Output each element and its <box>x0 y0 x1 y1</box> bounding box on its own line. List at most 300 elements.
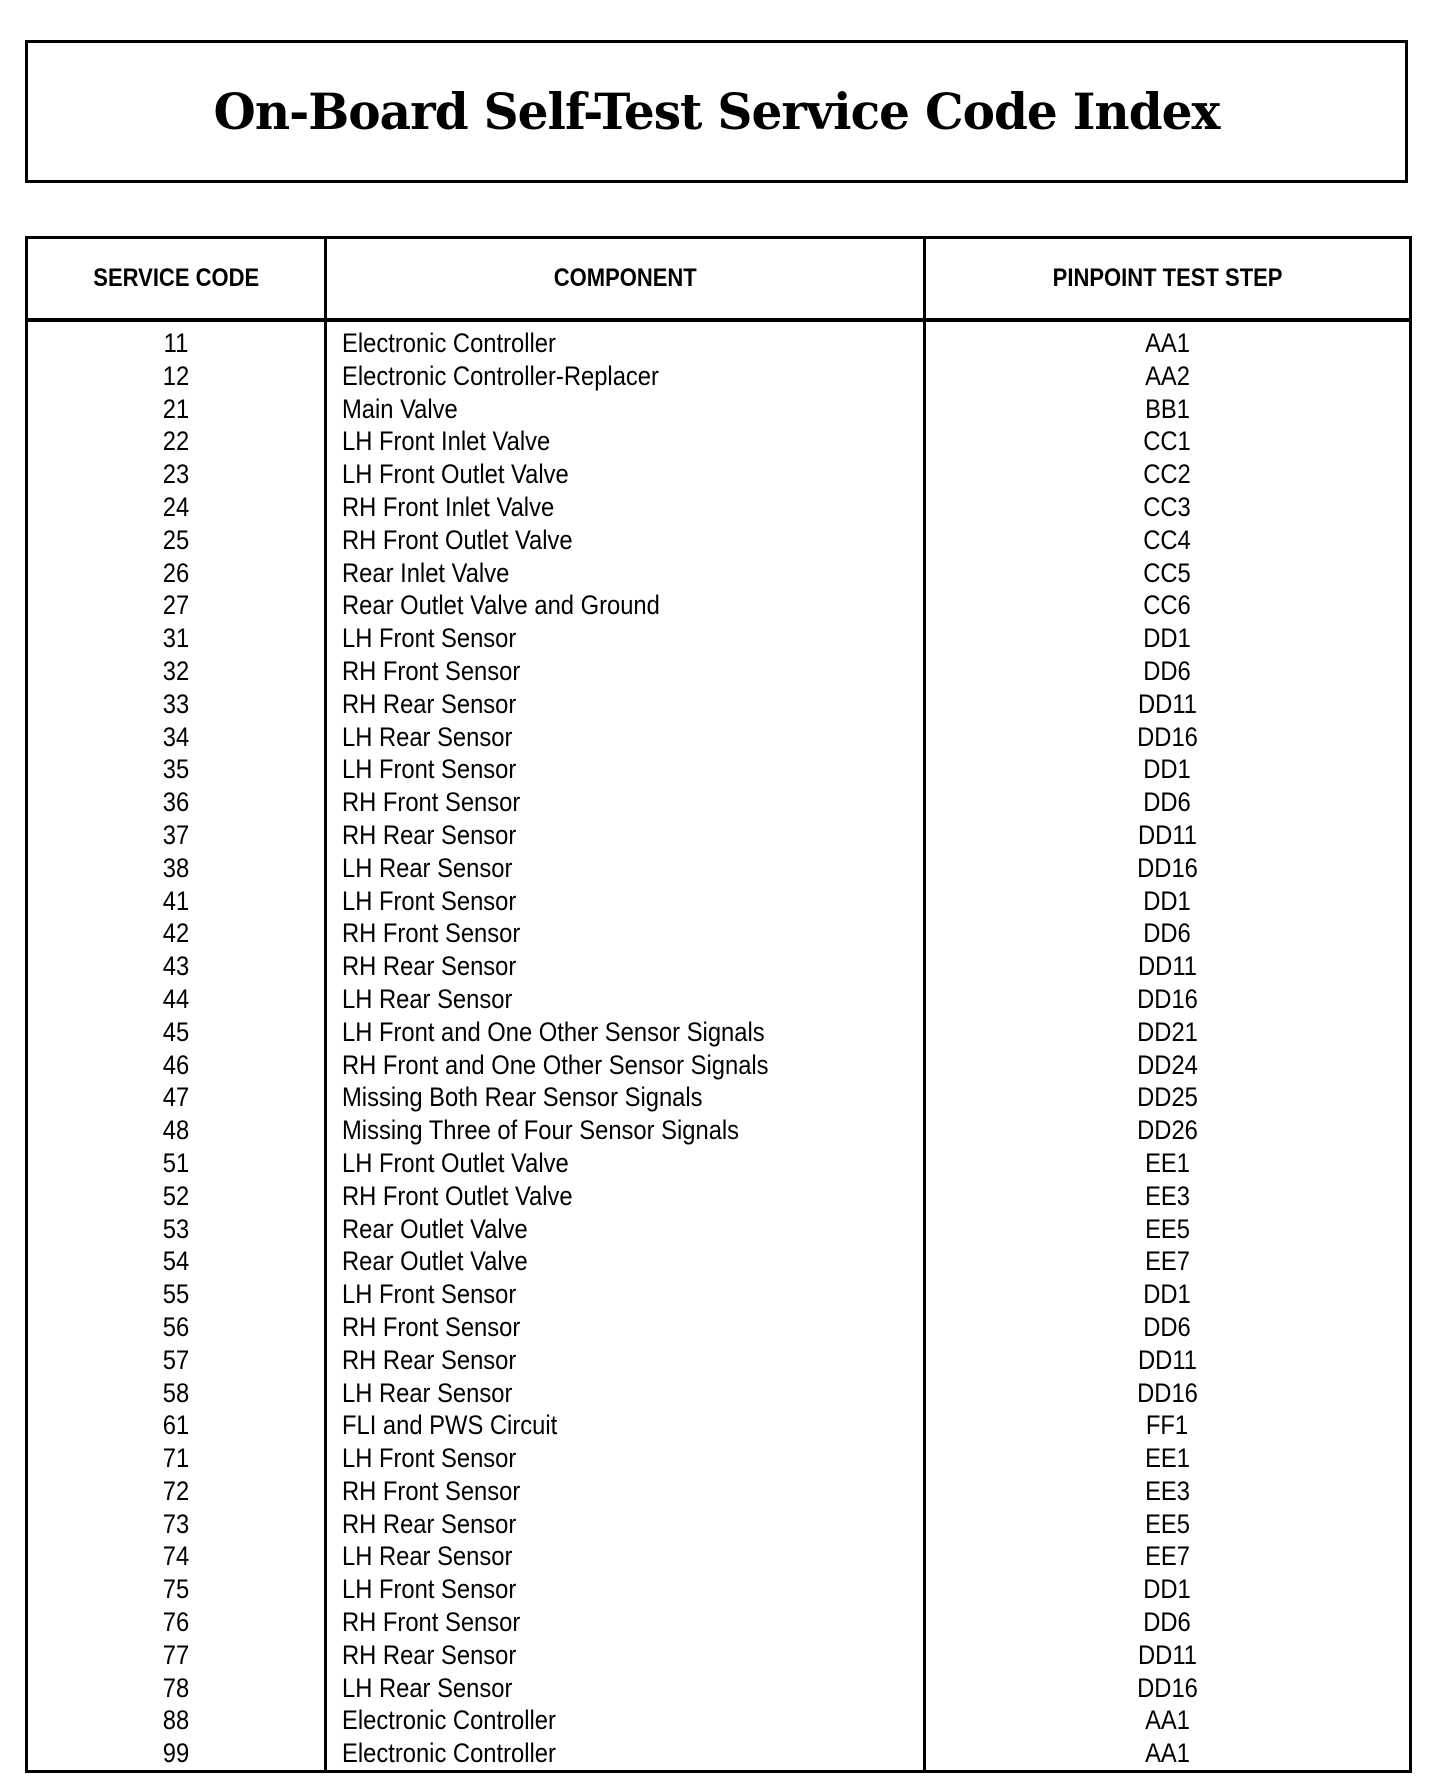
service-code-cell <box>28 1442 324 1475</box>
service-code-cell-text: 24 <box>162 491 190 522</box>
service-code-cell <box>28 1639 324 1672</box>
service-code-cell <box>28 589 324 622</box>
component-cell <box>342 458 600 491</box>
table-row <box>28 393 1409 426</box>
table-row <box>28 524 1409 557</box>
service-code-cell <box>28 983 324 1016</box>
header-label: SERVICE CODE <box>93 264 259 292</box>
pinpoint-step-cell <box>926 1311 1409 1344</box>
pinpoint-step-cell <box>926 524 1409 557</box>
pinpoint-step-cell <box>926 393 1409 426</box>
table-row <box>28 1278 1409 1311</box>
service-code-cell-text: 21 <box>162 393 190 424</box>
service-code-cell-text: 73 <box>162 1508 190 1539</box>
table-row <box>28 1081 1409 1114</box>
service-code-cell-text: 41 <box>162 885 190 916</box>
component-cell <box>342 589 703 622</box>
pinpoint-step-cell-text: CC5 <box>1143 557 1192 588</box>
table-row <box>28 622 1409 655</box>
service-code-cell-text: 57 <box>162 1344 190 1375</box>
component-cell <box>342 1409 587 1442</box>
table-row <box>28 1639 1409 1672</box>
component-cell-text: Electronic Controller <box>342 1705 556 1736</box>
pinpoint-step-cell-text: DD26 <box>1137 1115 1198 1146</box>
header-divider <box>28 318 1409 322</box>
component-cell <box>342 1508 540 1541</box>
service-code-cell <box>28 1049 324 1082</box>
table-row <box>28 885 1409 918</box>
component-cell-text: LH Front Sensor <box>342 1279 517 1310</box>
service-code-cell-text: 37 <box>162 819 190 850</box>
pinpoint-step-cell-text: EE7 <box>1145 1246 1190 1277</box>
pinpoint-step-cell-text: CC1 <box>1143 426 1192 457</box>
table-row <box>28 491 1409 524</box>
component-cell <box>342 491 583 524</box>
pinpoint-step-cell <box>926 1606 1409 1639</box>
pinpoint-step-cell-text: DD16 <box>1137 721 1198 752</box>
component-cell <box>342 1311 545 1344</box>
component-cell <box>342 327 585 360</box>
component-cell-text: Rear Outlet Valve <box>342 1246 528 1277</box>
service-code-cell-text: 55 <box>162 1279 190 1310</box>
table-row <box>28 1606 1409 1639</box>
pinpoint-step-cell-text: DD11 <box>1138 819 1197 850</box>
component-cell <box>342 393 474 426</box>
pinpoint-step-cell-text: EE1 <box>1145 1443 1190 1474</box>
component-cell <box>342 1016 822 1049</box>
table-row <box>28 458 1409 491</box>
table-row <box>28 1508 1409 1541</box>
service-code-cell <box>28 1377 324 1410</box>
component-cell-text: RH Rear Sensor <box>342 819 517 850</box>
component-cell-text: LH Rear Sensor <box>342 1377 513 1408</box>
table-row <box>28 786 1409 819</box>
service-code-cell <box>28 1737 324 1770</box>
service-code-cell <box>28 1114 324 1147</box>
component-cell <box>342 1672 536 1705</box>
pinpoint-step-cell <box>926 1114 1409 1147</box>
pinpoint-step-cell-text: DD1 <box>1143 885 1192 916</box>
table-row <box>28 688 1409 721</box>
component-cell <box>342 1081 752 1114</box>
component-cell <box>342 1344 540 1377</box>
pinpoint-step-cell-text: CC6 <box>1143 590 1192 621</box>
service-code-cell <box>28 1081 324 1114</box>
pinpoint-step-cell-text: DD6 <box>1143 1607 1192 1638</box>
service-code-cell-text: 31 <box>162 623 190 654</box>
component-cell <box>342 1245 553 1278</box>
table-row <box>28 1114 1409 1147</box>
component-cell-text: Electronic Controller-Replacer <box>342 360 659 391</box>
pinpoint-step-cell <box>926 1409 1409 1442</box>
pinpoint-step-cell <box>926 917 1409 950</box>
pinpoint-step-cell-text: CC4 <box>1143 524 1192 555</box>
pinpoint-step-cell <box>926 688 1409 721</box>
service-code-cell-text: 33 <box>162 688 190 719</box>
component-cell-text: Rear Outlet Valve and Ground <box>342 590 660 621</box>
service-code-cell-text: 46 <box>162 1049 190 1080</box>
component-cell-text: RH Rear Sensor <box>342 1508 517 1539</box>
table-row <box>28 557 1409 590</box>
component-cell-text: RH Front and One Other Sensor Signals <box>342 1049 769 1080</box>
pinpoint-step-cell-text: DD6 <box>1143 787 1192 818</box>
service-code-cell <box>28 1672 324 1705</box>
component-cell <box>342 950 540 983</box>
component-cell-text: LH Rear Sensor <box>342 721 513 752</box>
service-code-cell-text: 36 <box>162 787 190 818</box>
pinpoint-step-cell-text: AA1 <box>1145 1738 1190 1769</box>
service-code-cell-text: 53 <box>162 1213 190 1244</box>
service-code-cell <box>28 1147 324 1180</box>
table-row <box>28 1737 1409 1770</box>
component-cell-text: LH Rear Sensor <box>342 852 513 883</box>
pinpoint-step-cell-text: AA1 <box>1145 328 1190 358</box>
table-row <box>28 1409 1409 1442</box>
service-code-cell-text: 54 <box>162 1246 190 1277</box>
service-code-cell-text: 76 <box>162 1607 190 1638</box>
pinpoint-step-cell <box>926 753 1409 786</box>
pinpoint-step-cell <box>926 458 1409 491</box>
component-cell-text: Main Valve <box>342 393 458 424</box>
service-code-cell <box>28 1409 324 1442</box>
header-service-code <box>28 239 324 318</box>
pinpoint-step-cell-text: DD16 <box>1137 1672 1198 1703</box>
title-box <box>25 40 1408 183</box>
service-code-cell <box>28 524 324 557</box>
component-cell-text: LH Rear Sensor <box>342 1541 513 1572</box>
pinpoint-step-cell <box>926 1245 1409 1278</box>
table-row <box>28 1672 1409 1705</box>
pinpoint-step-cell <box>926 1737 1409 1770</box>
service-code-cell-text: 27 <box>162 590 190 621</box>
component-cell <box>342 1180 604 1213</box>
service-code-cell-text: 35 <box>162 754 190 785</box>
pinpoint-step-cell-text: DD6 <box>1143 655 1192 686</box>
service-code-cell <box>28 1606 324 1639</box>
pinpoint-step-cell-text: DD21 <box>1137 1016 1198 1047</box>
component-cell-text: RH Front Sensor <box>342 1475 521 1506</box>
pinpoint-step-cell-text: EE5 <box>1145 1508 1190 1539</box>
table-row <box>28 327 1409 360</box>
component-cell <box>342 1573 540 1606</box>
service-code-cell <box>28 1540 324 1573</box>
table-row <box>28 1213 1409 1246</box>
table-row <box>28 852 1409 885</box>
service-code-cell <box>28 786 324 819</box>
pinpoint-step-cell <box>926 1147 1409 1180</box>
pinpoint-step-cell-text: DD16 <box>1137 852 1198 883</box>
pinpoint-step-cell-text: EE3 <box>1145 1180 1190 1211</box>
table-row <box>28 1377 1409 1410</box>
service-code-cell <box>28 1278 324 1311</box>
component-cell <box>342 819 540 852</box>
service-code-cell-text: 22 <box>162 426 190 457</box>
table-body <box>28 327 1409 1770</box>
service-code-cell <box>28 1573 324 1606</box>
table-row <box>28 1180 1409 1213</box>
pinpoint-step-cell-text: DD11 <box>1138 688 1197 719</box>
table-row <box>28 917 1409 950</box>
pinpoint-step-cell-text: EE1 <box>1145 1147 1190 1178</box>
service-code-cell-text: 12 <box>162 360 190 391</box>
service-code-cell-text: 58 <box>162 1377 190 1408</box>
service-code-cell-text: 75 <box>162 1574 190 1605</box>
service-code-cell-text: 88 <box>162 1705 190 1736</box>
component-cell-text: LH Front and One Other Sensor Signals <box>342 1016 765 1047</box>
pinpoint-step-cell-text: AA2 <box>1145 360 1190 391</box>
service-code-cell <box>28 622 324 655</box>
table-row <box>28 1540 1409 1573</box>
service-code-cell <box>28 950 324 983</box>
component-cell-text: RH Front Inlet Valve <box>342 491 555 522</box>
component-cell-text: RH Rear Sensor <box>342 1639 517 1670</box>
table-row <box>28 950 1409 983</box>
service-code-cell <box>28 557 324 590</box>
pinpoint-step-cell-text: DD1 <box>1143 754 1192 785</box>
table-row <box>28 1573 1409 1606</box>
pinpoint-step-cell-text: DD16 <box>1137 983 1198 1014</box>
component-cell <box>342 622 540 655</box>
component-cell-text: RH Rear Sensor <box>342 1344 517 1375</box>
pinpoint-step-cell-text: CC2 <box>1143 459 1192 490</box>
component-cell-text: FLI and PWS Circuit <box>342 1410 558 1441</box>
component-cell <box>342 1639 540 1672</box>
component-cell <box>342 983 536 1016</box>
service-code-cell-text: 45 <box>162 1016 190 1047</box>
service-code-cell <box>28 917 324 950</box>
service-code-cell-text: 51 <box>162 1147 190 1178</box>
component-cell-text: RH Front Outlet Valve <box>342 1180 573 1211</box>
component-cell-text: LH Front Inlet Valve <box>342 426 551 457</box>
pinpoint-step-cell-text: DD1 <box>1143 1574 1192 1605</box>
component-cell <box>342 852 536 885</box>
service-code-cell <box>28 721 324 754</box>
service-code-cell <box>28 1180 324 1213</box>
pinpoint-step-cell <box>926 1704 1409 1737</box>
service-code-cell <box>28 327 324 360</box>
service-code-cell-text: 56 <box>162 1311 190 1342</box>
pinpoint-step-cell-text: DD6 <box>1143 1311 1192 1342</box>
pinpoint-step-cell-text: DD11 <box>1138 951 1197 982</box>
component-cell <box>342 1377 536 1410</box>
component-cell-text: Rear Inlet Valve <box>342 557 510 588</box>
table-row <box>28 1311 1409 1344</box>
table-row <box>28 655 1409 688</box>
pinpoint-step-cell <box>926 589 1409 622</box>
component-cell <box>342 1704 585 1737</box>
component-cell-text: Missing Both Rear Sensor Signals <box>342 1082 703 1113</box>
service-code-cell-text: 47 <box>162 1082 190 1113</box>
service-code-cell <box>28 458 324 491</box>
component-cell <box>342 721 536 754</box>
service-code-cell-text: 72 <box>162 1475 190 1506</box>
pinpoint-step-cell <box>926 491 1409 524</box>
table-row <box>28 721 1409 754</box>
component-cell <box>342 753 540 786</box>
component-cell-text: RH Front Sensor <box>342 787 521 818</box>
header-component <box>327 239 923 318</box>
pinpoint-step-cell <box>926 1213 1409 1246</box>
service-code-cell <box>28 819 324 852</box>
component-cell-text: RH Front Sensor <box>342 1607 521 1638</box>
table-row <box>28 1016 1409 1049</box>
component-cell <box>342 655 545 688</box>
component-cell <box>342 557 532 590</box>
pinpoint-step-cell-text: DD11 <box>1138 1344 1197 1375</box>
pinpoint-step-cell <box>926 1540 1409 1573</box>
pinpoint-step-cell-text: EE3 <box>1145 1475 1190 1506</box>
component-cell <box>342 885 540 918</box>
service-code-cell-text: 48 <box>162 1115 190 1146</box>
component-cell-text: LH Rear Sensor <box>342 1672 513 1703</box>
pinpoint-step-cell <box>926 1475 1409 1508</box>
pinpoint-step-cell-text: CC3 <box>1143 491 1192 522</box>
service-code-cell-text: 78 <box>162 1672 190 1703</box>
table-row <box>28 1704 1409 1737</box>
component-cell <box>342 1114 793 1147</box>
pinpoint-step-cell <box>926 1377 1409 1410</box>
component-cell <box>342 1475 545 1508</box>
component-cell-text: LH Front Outlet Valve <box>342 459 569 490</box>
pinpoint-step-cell <box>926 1344 1409 1377</box>
component-cell-text: Missing Three of Four Sensor Signals <box>342 1115 740 1146</box>
component-cell <box>342 1147 600 1180</box>
service-code-cell <box>28 393 324 426</box>
pinpoint-step-cell <box>926 852 1409 885</box>
service-code-cell-text: 44 <box>162 983 190 1014</box>
component-cell-text: RH Front Sensor <box>342 655 521 686</box>
component-cell-text: RH Rear Sensor <box>342 951 517 982</box>
pinpoint-step-cell-text: DD24 <box>1137 1049 1198 1080</box>
service-code-cell-text: 43 <box>162 951 190 982</box>
pinpoint-step-cell <box>926 1672 1409 1705</box>
component-cell-text: RH Front Outlet Valve <box>342 524 573 555</box>
service-code-cell <box>28 360 324 393</box>
service-code-cell-text: 26 <box>162 557 190 588</box>
table-row <box>28 1245 1409 1278</box>
component-cell <box>342 360 702 393</box>
service-code-cell <box>28 655 324 688</box>
service-code-table <box>25 236 1412 1773</box>
service-code-cell-text: 34 <box>162 721 190 752</box>
table-row <box>28 425 1409 458</box>
pinpoint-step-cell-text: AA1 <box>1145 1705 1190 1736</box>
service-code-cell-text: 42 <box>162 918 190 949</box>
component-cell <box>342 688 540 721</box>
pinpoint-step-cell <box>926 1016 1409 1049</box>
service-code-cell <box>28 852 324 885</box>
component-cell <box>342 786 545 819</box>
pinpoint-step-cell <box>926 425 1409 458</box>
service-code-cell-text: 25 <box>162 524 190 555</box>
service-code-cell <box>28 491 324 524</box>
component-cell-text: LH Front Sensor <box>342 885 517 916</box>
component-cell <box>342 1606 545 1639</box>
pinpoint-step-cell <box>926 1180 1409 1213</box>
pinpoint-step-cell <box>926 1442 1409 1475</box>
pinpoint-step-cell-text: DD1 <box>1143 1279 1192 1310</box>
pinpoint-step-cell-text: DD25 <box>1137 1082 1198 1113</box>
pinpoint-step-cell-text: BB1 <box>1145 393 1190 424</box>
component-cell <box>342 1540 536 1573</box>
table-row <box>28 1442 1409 1475</box>
service-code-cell <box>28 1016 324 1049</box>
pinpoint-step-cell-text: DD11 <box>1138 1639 1197 1670</box>
header-label: COMPONENT <box>553 264 697 292</box>
service-code-cell <box>28 1213 324 1246</box>
component-cell-text: LH Front Sensor <box>342 1574 517 1605</box>
pinpoint-step-cell <box>926 950 1409 983</box>
service-code-cell <box>28 1475 324 1508</box>
pinpoint-step-cell-text: DD16 <box>1137 1377 1198 1408</box>
table-row <box>28 1147 1409 1180</box>
service-code-cell <box>28 688 324 721</box>
component-cell-text: Electronic Controller <box>342 1738 556 1769</box>
service-code-cell <box>28 1704 324 1737</box>
pinpoint-step-cell <box>926 1508 1409 1541</box>
table-row <box>28 983 1409 1016</box>
component-cell <box>342 1442 540 1475</box>
component-cell-text: LH Front Outlet Valve <box>342 1147 569 1178</box>
table-row <box>28 819 1409 852</box>
component-cell-text: RH Front Sensor <box>342 918 521 949</box>
pinpoint-step-cell <box>926 721 1409 754</box>
pinpoint-step-cell <box>926 786 1409 819</box>
service-code-cell <box>28 1245 324 1278</box>
service-code-cell-text: 11 <box>163 328 189 358</box>
component-cell <box>342 524 604 557</box>
service-code-cell <box>28 885 324 918</box>
component-cell <box>342 1737 585 1770</box>
component-cell-text: LH Front Sensor <box>342 1443 517 1474</box>
component-cell <box>342 425 579 458</box>
pinpoint-step-cell <box>926 819 1409 852</box>
header-label: PINPOINT TEST STEP <box>1052 264 1283 292</box>
pinpoint-step-cell <box>926 1081 1409 1114</box>
component-cell <box>342 917 545 950</box>
table-row <box>28 753 1409 786</box>
pinpoint-step-cell-text: FF1 <box>1146 1410 1189 1441</box>
service-code-cell-text: 38 <box>162 852 190 883</box>
service-code-cell <box>28 1311 324 1344</box>
service-code-cell <box>28 1344 324 1377</box>
pinpoint-step-cell <box>926 1639 1409 1672</box>
pinpoint-step-cell-text: EE7 <box>1145 1541 1190 1572</box>
component-cell-text: LH Front Sensor <box>342 754 517 785</box>
service-code-cell-text: 74 <box>162 1541 190 1572</box>
pinpoint-step-cell-text: EE5 <box>1145 1213 1190 1244</box>
pinpoint-step-cell <box>926 327 1409 360</box>
pinpoint-step-cell <box>926 360 1409 393</box>
table-row <box>28 589 1409 622</box>
pinpoint-step-cell <box>926 655 1409 688</box>
pinpoint-step-cell <box>926 983 1409 1016</box>
component-cell <box>342 1049 827 1082</box>
service-code-cell <box>28 1508 324 1541</box>
pinpoint-step-cell-text: DD6 <box>1143 918 1192 949</box>
pinpoint-step-cell <box>926 885 1409 918</box>
component-cell-text: Rear Outlet Valve <box>342 1213 528 1244</box>
pinpoint-step-cell <box>926 1278 1409 1311</box>
service-code-cell-text: 99 <box>162 1738 190 1769</box>
component-cell <box>342 1278 540 1311</box>
service-code-cell <box>28 425 324 458</box>
pinpoint-step-cell <box>926 1049 1409 1082</box>
header-pinpoint-test-step <box>926 239 1409 318</box>
service-code-cell <box>28 753 324 786</box>
component-cell-text: Electronic Controller <box>342 328 556 358</box>
pinpoint-step-cell <box>926 557 1409 590</box>
